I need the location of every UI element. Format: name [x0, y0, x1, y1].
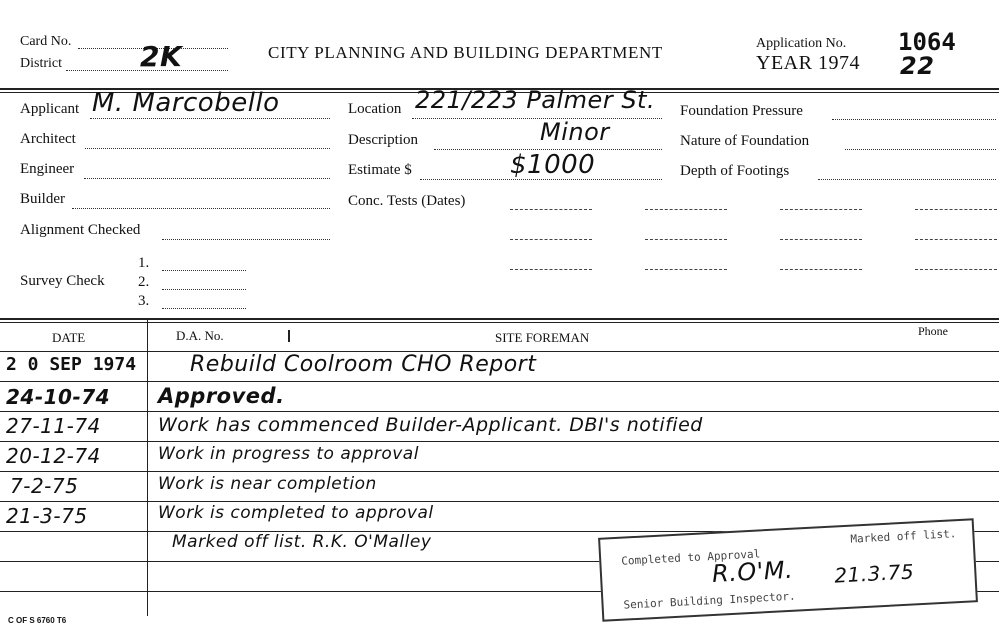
log-header-site-foreman: SITE FOREMAN	[495, 330, 590, 345]
department-title: CITY PLANNING AND BUILDING DEPARTMENT	[268, 43, 663, 62]
log-header-phone: Phone	[918, 324, 948, 338]
engineer-label: Engineer	[20, 161, 75, 177]
conc-test-line	[510, 239, 592, 240]
nature-foundation-line	[845, 149, 996, 150]
survey-item-2: 2.	[138, 274, 150, 290]
log-entry: Marked off list. R.K. O'Malley	[172, 532, 432, 552]
stamp-marked-off-text: Marked off list.	[850, 527, 957, 546]
log-row-line	[0, 441, 999, 442]
conc-test-line	[780, 239, 862, 240]
year-label: YEAR 1974	[756, 52, 860, 74]
survey-item-1: 1.	[138, 255, 150, 271]
survey-line-1	[162, 270, 246, 271]
log-entry: Work is near completion	[158, 474, 377, 494]
log-entry: Work in progress to approval	[158, 444, 419, 464]
stamp-completed-text: Completed to Approval	[620, 547, 761, 568]
stamp-inspector-text: Senior Building Inspector.	[623, 589, 796, 612]
stamp-initials: R.O'M.	[711, 555, 794, 588]
foundation-pressure-line	[832, 119, 996, 120]
card-no-label: Card No.	[20, 34, 72, 49]
conc-test-line	[645, 269, 727, 270]
depth-footings-line	[818, 179, 996, 180]
conc-test-line	[915, 209, 997, 210]
alignment-label: Alignment Checked	[20, 222, 141, 238]
conc-tests-label: Conc. Tests (Dates)	[348, 193, 466, 209]
description-label: Description	[348, 132, 418, 148]
conc-test-line	[780, 269, 862, 270]
form-code: C OF S 6760 T6	[8, 616, 67, 625]
applicant-label: Applicant	[20, 101, 80, 117]
log-header-da-no: D.A. No.	[176, 328, 224, 343]
survey-line-2	[162, 289, 246, 290]
nature-foundation-label: Nature of Foundation	[680, 133, 810, 149]
applicant-line	[90, 118, 330, 119]
stamp-date: 21.3.75	[833, 559, 915, 588]
survey-line-3	[162, 308, 246, 309]
builder-label: Builder	[20, 191, 65, 207]
conc-test-line	[915, 269, 997, 270]
log-date: 20-12-74	[6, 444, 101, 468]
conc-test-line	[645, 239, 727, 240]
completion-stamp	[598, 518, 978, 622]
depth-footings-label: Depth of Footings	[680, 163, 790, 179]
da-no-tick	[288, 330, 290, 342]
conc-test-line	[510, 269, 592, 270]
log-entry: Rebuild Coolroom CHO Report	[190, 352, 537, 377]
architect-line	[85, 148, 330, 149]
conc-test-line	[510, 209, 592, 210]
log-entry: Work is completed to approval	[158, 503, 434, 523]
log-top-rule	[0, 318, 999, 320]
log-column-divider	[147, 320, 148, 616]
survey-label: Survey Check	[20, 273, 105, 289]
alignment-line	[162, 239, 330, 240]
log-date: 7-2-75	[10, 474, 79, 498]
architect-label: Architect	[20, 131, 76, 147]
conc-test-line	[780, 209, 862, 210]
foundation-pressure-label: Foundation Pressure	[680, 103, 803, 119]
conc-test-line	[915, 239, 997, 240]
log-entry: Approved.	[158, 384, 285, 408]
log-row-line	[0, 411, 999, 412]
district-value: 2K	[140, 40, 183, 73]
application-number: 1064	[898, 28, 956, 56]
location-label: Location	[348, 101, 402, 117]
estimate-label: Estimate $	[348, 162, 412, 178]
estimate-value: $1000	[510, 150, 596, 180]
conc-test-line	[645, 209, 727, 210]
log-row-line	[0, 471, 999, 472]
log-top-rule-2	[0, 322, 999, 323]
log-header-date: DATE	[52, 330, 86, 345]
district-label: District	[20, 56, 62, 71]
application-label: Application No.	[756, 36, 847, 51]
location-value: 221/223 Palmer St.	[415, 86, 656, 114]
log-date: 24-10-74	[6, 385, 111, 409]
description-value: Minor	[540, 118, 610, 146]
location-line	[412, 118, 662, 119]
year-scribble: 22	[900, 52, 935, 80]
log-date: 27-11-74	[6, 414, 101, 438]
applicant-value: M. Marcobello	[92, 88, 280, 118]
log-row-line	[0, 381, 999, 382]
log-date: 21-3-75	[6, 504, 88, 528]
engineer-line	[84, 178, 330, 179]
log-row-line	[0, 501, 999, 502]
builder-line	[72, 208, 330, 209]
log-date: 2 0 SEP 1974	[6, 354, 137, 375]
log-entry: Work has commenced Builder-Applicant. DBI's notified	[158, 414, 703, 436]
survey-item-3: 3.	[138, 293, 150, 309]
